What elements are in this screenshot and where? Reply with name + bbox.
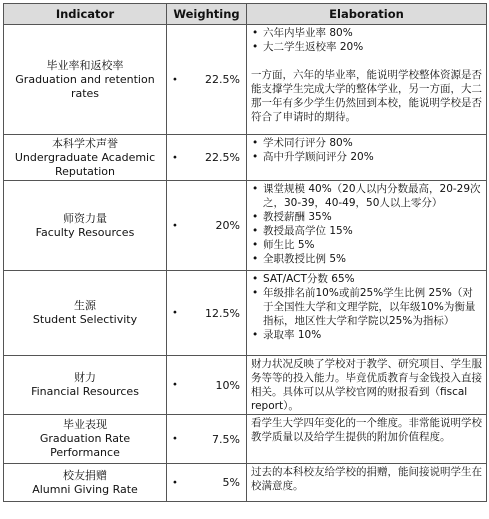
table-row xyxy=(4,356,487,415)
indicator-english: Student Selectivity xyxy=(32,313,138,326)
list-item: • 教授最高学位 15% xyxy=(251,224,482,238)
weighting-value: 22.5% xyxy=(205,73,240,86)
weighting-cell xyxy=(167,271,247,356)
indicator-cell xyxy=(4,181,167,271)
elaboration-cell xyxy=(247,464,487,502)
elaboration-list xyxy=(251,272,482,342)
elaboration-cell xyxy=(247,135,487,181)
indicator-cell xyxy=(4,25,167,135)
indicator-chinese: 毕业表现 xyxy=(63,418,107,431)
elaboration-text: 一方面，六年的毕业率，能说明学校整体资源是否能支撑学生完成大学的整体学业，另一方面，大二那一年有多少学生仍然回到本校，能说明学校是否符合了申请时的期待。 xyxy=(251,69,482,123)
bullet-icon: • xyxy=(172,152,178,163)
list-item: • 教授薪酬 35% xyxy=(251,210,482,224)
bullet-icon: • xyxy=(172,74,178,85)
indicator-english: Graduation and retention rates xyxy=(15,72,155,100)
indicator-chinese: 财力 xyxy=(74,371,96,384)
weighting-value: 12.5% xyxy=(205,306,240,320)
list-item: • 高中升学顾问评分 20% xyxy=(251,150,482,164)
indicator-english: Undergraduate Academic Reputation xyxy=(14,150,156,178)
weighting-value: 20% xyxy=(215,219,240,232)
indicator-cell xyxy=(4,356,167,415)
weighting-cell xyxy=(167,25,247,135)
weighting-cell xyxy=(167,135,247,181)
list-item: • 课堂规模 40%（20人以内分数最高，20-29次之，30-39，40-49，50人以上零分） xyxy=(251,182,482,210)
indicator-chinese: 生源 xyxy=(74,299,96,312)
elaboration-cell xyxy=(247,181,487,271)
header-elaboration: Elaboration xyxy=(247,4,487,25)
weighting-value: 10% xyxy=(215,378,240,392)
weighting-value: 5% xyxy=(222,476,240,489)
bullet-icon: • xyxy=(172,433,178,445)
weighting-cell xyxy=(167,415,247,464)
indicator-english: Faculty Resources xyxy=(35,225,135,239)
indicator-english: Graduation Rate Performance xyxy=(39,432,131,459)
indicator-chinese: 毕业率和返校率 xyxy=(46,58,124,72)
indicator-chinese: 校友捐赠 xyxy=(63,468,107,482)
elaboration-text: 看学生大学四年变化的一个维度。非常能说明学校教学质量以及给学生提供的附加价值程度。 xyxy=(251,417,482,443)
elaboration-cell xyxy=(247,415,487,464)
ranking-indicators-table xyxy=(3,3,487,502)
bullet-icon: • xyxy=(172,379,178,391)
header-indicator: Indicator xyxy=(4,4,167,25)
list-item: • 录取率 10% xyxy=(251,328,482,342)
weighting-value: 22.5% xyxy=(205,151,240,164)
list-item: • 年级排名前10%或前25%学生比例 25%（对于全国性大学和文理学院，以年级10%为衡量指标，地区性大学和学院以25%为指标） xyxy=(251,286,482,328)
indicator-cell xyxy=(4,415,167,464)
list-item: • 大二学生返校率 20% xyxy=(251,40,482,54)
table-row xyxy=(4,181,487,271)
elaboration-text: 财力状况反映了学校对于教学、研究项目、学生服务等等的投入能力。毕竟优质教育与金钱投入直接相关。具体可以从学校官网的财报看到（fiscal report）。 xyxy=(251,358,482,412)
header-weighting: Weighting xyxy=(167,4,247,25)
weighting-value: 7.5% xyxy=(212,432,240,446)
elaboration-list xyxy=(251,182,482,266)
list-item: • 全职教授比例 5% xyxy=(251,252,482,266)
table-row xyxy=(4,135,487,181)
table-row xyxy=(4,415,487,464)
elaboration-list xyxy=(251,26,482,54)
indicator-chinese: 师资力量 xyxy=(63,211,107,225)
indicator-cell xyxy=(4,464,167,502)
header-row xyxy=(4,4,487,25)
indicator-chinese: 本科学术声誉 xyxy=(52,136,118,150)
indicator-english: Financial Resources xyxy=(31,385,139,398)
list-item: • SAT/ACT分数 65% xyxy=(251,272,482,286)
elaboration-cell xyxy=(247,271,487,356)
weighting-cell xyxy=(167,181,247,271)
table-row xyxy=(4,25,487,135)
indicator-english: Alumni Giving Rate xyxy=(32,482,138,496)
elaboration-text: 过去的本科校友给学校的捐赠，能间接说明学生在校满意度。 xyxy=(251,466,482,492)
list-item: • 六年内毕业率 80% xyxy=(251,26,482,40)
list-item: • 师生比 5% xyxy=(251,238,482,252)
indicator-cell xyxy=(4,135,167,181)
table-row xyxy=(4,464,487,502)
bullet-icon: • xyxy=(172,220,178,231)
elaboration-cell xyxy=(247,356,487,415)
weighting-cell xyxy=(167,464,247,502)
list-item: • 学术同行评分 80% xyxy=(251,136,482,150)
elaboration-list xyxy=(251,136,482,164)
elaboration-cell xyxy=(247,25,487,135)
bullet-icon: • xyxy=(172,307,178,319)
indicator-cell xyxy=(4,271,167,356)
weighting-cell xyxy=(167,356,247,415)
table-row xyxy=(4,271,487,356)
bullet-icon: • xyxy=(172,477,178,488)
